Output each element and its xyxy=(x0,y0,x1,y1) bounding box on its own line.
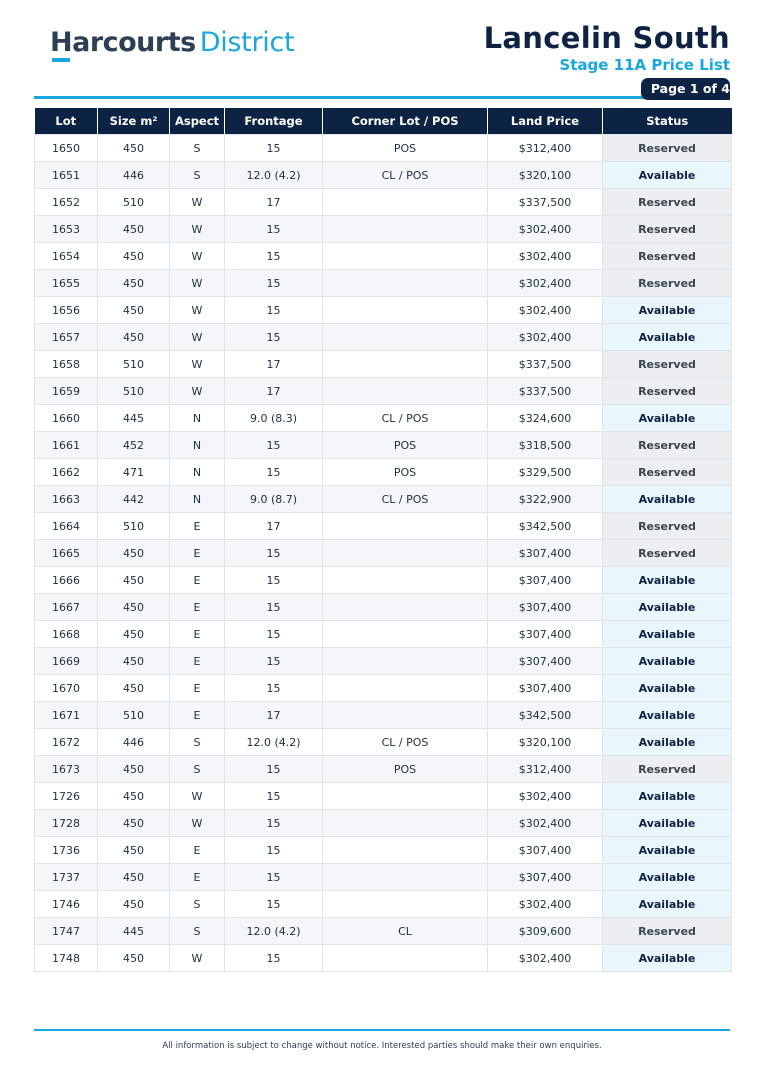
column-header-corner-lot-pos: Corner Lot / POS xyxy=(323,108,488,135)
land-price-cell: $302,400 xyxy=(488,216,603,243)
land-price-cell: $329,500 xyxy=(488,459,603,486)
land-price-cell: $307,400 xyxy=(488,621,603,648)
aspect-cell: E xyxy=(170,675,225,702)
corner-lot-pos-cell xyxy=(323,783,488,810)
land-price-cell: $312,400 xyxy=(488,135,603,162)
aspect-cell: W xyxy=(170,324,225,351)
status-cell: Reserved xyxy=(603,513,732,540)
land-price-cell: $318,500 xyxy=(488,432,603,459)
corner-lot-pos-cell: POS xyxy=(323,459,488,486)
size-cell: 450 xyxy=(98,648,170,675)
corner-lot-pos-cell xyxy=(323,648,488,675)
size-cell: 450 xyxy=(98,594,170,621)
aspect-cell: S xyxy=(170,162,225,189)
lot-cell: 1659 xyxy=(35,378,98,405)
frontage-cell: 15 xyxy=(225,594,323,621)
table-row xyxy=(35,945,732,972)
table-row xyxy=(35,216,732,243)
column-header-land-price: Land Price xyxy=(488,108,603,135)
page-title: Lancelin South xyxy=(483,21,730,55)
lot-cell: 1671 xyxy=(35,702,98,729)
aspect-cell: N xyxy=(170,486,225,513)
logo-underline-accent xyxy=(52,58,70,62)
size-cell: 510 xyxy=(98,378,170,405)
size-cell: 471 xyxy=(98,459,170,486)
frontage-cell: 15 xyxy=(225,891,323,918)
lot-cell: 1666 xyxy=(35,567,98,594)
corner-lot-pos-cell xyxy=(323,297,488,324)
table-row xyxy=(35,675,732,702)
aspect-cell: E xyxy=(170,702,225,729)
lot-cell: 1658 xyxy=(35,351,98,378)
footer-divider xyxy=(34,1029,730,1031)
corner-lot-pos-cell xyxy=(323,243,488,270)
land-price-cell: $342,500 xyxy=(488,513,603,540)
corner-lot-pos-cell xyxy=(323,324,488,351)
corner-lot-pos-cell: CL / POS xyxy=(323,729,488,756)
corner-lot-pos-cell xyxy=(323,945,488,972)
land-price-cell: $307,400 xyxy=(488,540,603,567)
land-price-cell: $337,500 xyxy=(488,378,603,405)
column-header-status: Status xyxy=(603,108,732,135)
table-row xyxy=(35,621,732,648)
status-cell: Available xyxy=(603,162,732,189)
status-cell: Reserved xyxy=(603,459,732,486)
column-header-size: Size m² xyxy=(98,108,170,135)
lot-cell: 1670 xyxy=(35,675,98,702)
table-row xyxy=(35,837,732,864)
aspect-cell: N xyxy=(170,432,225,459)
table-header-row xyxy=(35,108,732,135)
land-price-cell: $322,900 xyxy=(488,486,603,513)
status-cell: Available xyxy=(603,405,732,432)
size-cell: 510 xyxy=(98,189,170,216)
lot-cell: 1661 xyxy=(35,432,98,459)
table-row xyxy=(35,459,732,486)
table-row xyxy=(35,891,732,918)
table-row xyxy=(35,135,732,162)
table-row xyxy=(35,648,732,675)
corner-lot-pos-cell: CL xyxy=(323,918,488,945)
land-price-cell: $324,600 xyxy=(488,405,603,432)
lot-cell: 1655 xyxy=(35,270,98,297)
land-price-cell: $302,400 xyxy=(488,297,603,324)
land-price-cell: $302,400 xyxy=(488,270,603,297)
corner-lot-pos-cell xyxy=(323,864,488,891)
land-price-cell: $302,400 xyxy=(488,891,603,918)
lot-cell: 1654 xyxy=(35,243,98,270)
aspect-cell: E xyxy=(170,567,225,594)
corner-lot-pos-cell xyxy=(323,891,488,918)
aspect-cell: N xyxy=(170,459,225,486)
corner-lot-pos-cell xyxy=(323,675,488,702)
size-cell: 450 xyxy=(98,216,170,243)
lot-cell: 1736 xyxy=(35,837,98,864)
aspect-cell: W xyxy=(170,189,225,216)
land-price-cell: $320,100 xyxy=(488,162,603,189)
table-row xyxy=(35,486,732,513)
aspect-cell: E xyxy=(170,513,225,540)
frontage-cell: 15 xyxy=(225,621,323,648)
land-price-cell: $302,400 xyxy=(488,945,603,972)
table-row xyxy=(35,351,732,378)
status-cell: Available xyxy=(603,837,732,864)
lot-cell: 1656 xyxy=(35,297,98,324)
lot-cell: 1650 xyxy=(35,135,98,162)
table-row xyxy=(35,297,732,324)
table-row xyxy=(35,756,732,783)
size-cell: 450 xyxy=(98,945,170,972)
size-cell: 450 xyxy=(98,756,170,783)
status-cell: Available xyxy=(603,648,732,675)
size-cell: 450 xyxy=(98,621,170,648)
lot-cell: 1662 xyxy=(35,459,98,486)
size-cell: 450 xyxy=(98,783,170,810)
footer-disclaimer: All information is subject to change without notice. Interested parties should make their own enquiries. xyxy=(162,1041,602,1051)
lot-cell: 1746 xyxy=(35,891,98,918)
land-price-cell: $307,400 xyxy=(488,837,603,864)
table-row xyxy=(35,810,732,837)
table-row xyxy=(35,783,732,810)
frontage-cell: 15 xyxy=(225,756,323,783)
land-price-cell: $337,500 xyxy=(488,189,603,216)
corner-lot-pos-cell: CL / POS xyxy=(323,486,488,513)
land-price-cell: $337,500 xyxy=(488,351,603,378)
size-cell: 450 xyxy=(98,891,170,918)
frontage-cell: 15 xyxy=(225,783,323,810)
status-cell: Available xyxy=(603,864,732,891)
status-cell: Available xyxy=(603,621,732,648)
lot-cell: 1726 xyxy=(35,783,98,810)
logo-brand-text: Harcourts xyxy=(50,27,196,58)
lot-cell: 1747 xyxy=(35,918,98,945)
status-cell: Reserved xyxy=(603,351,732,378)
corner-lot-pos-cell xyxy=(323,513,488,540)
corner-lot-pos-cell xyxy=(323,270,488,297)
aspect-cell: E xyxy=(170,837,225,864)
aspect-cell: W xyxy=(170,351,225,378)
frontage-cell: 12.0 (4.2) xyxy=(225,918,323,945)
frontage-cell: 9.0 (8.3) xyxy=(225,405,323,432)
table-row xyxy=(35,162,732,189)
corner-lot-pos-cell xyxy=(323,594,488,621)
corner-lot-pos-cell xyxy=(323,837,488,864)
land-price-cell: $302,400 xyxy=(488,783,603,810)
lot-cell: 1673 xyxy=(35,756,98,783)
frontage-cell: 15 xyxy=(225,675,323,702)
table-row xyxy=(35,405,732,432)
land-price-cell: $302,400 xyxy=(488,324,603,351)
corner-lot-pos-cell xyxy=(323,189,488,216)
land-price-cell: $309,600 xyxy=(488,918,603,945)
corner-lot-pos-cell: POS xyxy=(323,756,488,783)
frontage-cell: 15 xyxy=(225,297,323,324)
frontage-cell: 15 xyxy=(225,459,323,486)
land-price-cell: $307,400 xyxy=(488,594,603,621)
aspect-cell: E xyxy=(170,864,225,891)
land-price-cell: $307,400 xyxy=(488,567,603,594)
aspect-cell: S xyxy=(170,756,225,783)
frontage-cell: 15 xyxy=(225,270,323,297)
lot-cell: 1737 xyxy=(35,864,98,891)
table-row xyxy=(35,567,732,594)
size-cell: 450 xyxy=(98,810,170,837)
status-cell: Reserved xyxy=(603,756,732,783)
aspect-cell: W xyxy=(170,297,225,324)
land-price-cell: $342,500 xyxy=(488,702,603,729)
size-cell: 446 xyxy=(98,729,170,756)
status-cell: Reserved xyxy=(603,189,732,216)
frontage-cell: 15 xyxy=(225,567,323,594)
lot-cell: 1651 xyxy=(35,162,98,189)
status-cell: Reserved xyxy=(603,918,732,945)
column-header-aspect: Aspect xyxy=(170,108,225,135)
status-cell: Available xyxy=(603,729,732,756)
status-cell: Reserved xyxy=(603,432,732,459)
aspect-cell: W xyxy=(170,378,225,405)
size-cell: 446 xyxy=(98,162,170,189)
table-row xyxy=(35,189,732,216)
size-cell: 450 xyxy=(98,243,170,270)
logo-district-text: District xyxy=(199,27,295,58)
frontage-cell: 15 xyxy=(225,135,323,162)
aspect-cell: S xyxy=(170,891,225,918)
size-cell: 452 xyxy=(98,432,170,459)
status-cell: Available xyxy=(603,702,732,729)
aspect-cell: W xyxy=(170,243,225,270)
size-cell: 445 xyxy=(98,405,170,432)
corner-lot-pos-cell xyxy=(323,540,488,567)
frontage-cell: 15 xyxy=(225,432,323,459)
frontage-cell: 15 xyxy=(225,540,323,567)
table-row xyxy=(35,432,732,459)
frontage-cell: 15 xyxy=(225,810,323,837)
lot-cell: 1663 xyxy=(35,486,98,513)
aspect-cell: E xyxy=(170,621,225,648)
column-header-lot: Lot xyxy=(35,108,98,135)
frontage-cell: 12.0 (4.2) xyxy=(225,162,323,189)
aspect-cell: E xyxy=(170,540,225,567)
status-cell: Reserved xyxy=(603,540,732,567)
page-subtitle: Stage 11A Price List xyxy=(559,56,730,74)
lot-cell: 1653 xyxy=(35,216,98,243)
table-row xyxy=(35,729,732,756)
size-cell: 450 xyxy=(98,567,170,594)
table-body xyxy=(35,135,732,972)
size-cell: 450 xyxy=(98,864,170,891)
lot-cell: 1652 xyxy=(35,189,98,216)
table-row xyxy=(35,270,732,297)
page-number-badge: Page 1 of 4 xyxy=(641,78,730,100)
status-cell: Available xyxy=(603,324,732,351)
status-cell: Reserved xyxy=(603,270,732,297)
land-price-cell: $320,100 xyxy=(488,729,603,756)
frontage-cell: 15 xyxy=(225,837,323,864)
size-cell: 445 xyxy=(98,918,170,945)
aspect-cell: E xyxy=(170,594,225,621)
lot-cell: 1728 xyxy=(35,810,98,837)
status-cell: Available xyxy=(603,945,732,972)
size-cell: 510 xyxy=(98,351,170,378)
land-price-cell: $302,400 xyxy=(488,810,603,837)
frontage-cell: 15 xyxy=(225,864,323,891)
status-cell: Reserved xyxy=(603,378,732,405)
frontage-cell: 12.0 (4.2) xyxy=(225,729,323,756)
aspect-cell: W xyxy=(170,945,225,972)
table-row xyxy=(35,864,732,891)
harcourts-logo xyxy=(50,27,294,67)
land-price-cell: $307,400 xyxy=(488,864,603,891)
aspect-cell: W xyxy=(170,810,225,837)
land-price-cell: $307,400 xyxy=(488,648,603,675)
frontage-cell: 17 xyxy=(225,351,323,378)
size-cell: 450 xyxy=(98,135,170,162)
header-divider xyxy=(34,96,730,99)
status-cell: Available xyxy=(603,891,732,918)
frontage-cell: 15 xyxy=(225,648,323,675)
size-cell: 450 xyxy=(98,837,170,864)
lot-cell: 1668 xyxy=(35,621,98,648)
corner-lot-pos-cell xyxy=(323,378,488,405)
size-cell: 450 xyxy=(98,675,170,702)
land-price-cell: $302,400 xyxy=(488,243,603,270)
frontage-cell: 15 xyxy=(225,945,323,972)
lot-cell: 1667 xyxy=(35,594,98,621)
status-cell: Reserved xyxy=(603,216,732,243)
land-price-cell: $307,400 xyxy=(488,675,603,702)
frontage-cell: 17 xyxy=(225,702,323,729)
status-cell: Available xyxy=(603,810,732,837)
table-row xyxy=(35,243,732,270)
size-cell: 450 xyxy=(98,297,170,324)
aspect-cell: N xyxy=(170,405,225,432)
frontage-cell: 17 xyxy=(225,513,323,540)
aspect-cell: W xyxy=(170,216,225,243)
corner-lot-pos-cell xyxy=(323,216,488,243)
size-cell: 450 xyxy=(98,270,170,297)
aspect-cell: S xyxy=(170,135,225,162)
status-cell: Available xyxy=(603,675,732,702)
corner-lot-pos-cell xyxy=(323,702,488,729)
corner-lot-pos-cell xyxy=(323,567,488,594)
size-cell: 450 xyxy=(98,324,170,351)
status-cell: Reserved xyxy=(603,135,732,162)
table-row xyxy=(35,324,732,351)
lot-cell: 1672 xyxy=(35,729,98,756)
lot-cell: 1665 xyxy=(35,540,98,567)
size-cell: 510 xyxy=(98,513,170,540)
corner-lot-pos-cell xyxy=(323,810,488,837)
aspect-cell: E xyxy=(170,648,225,675)
corner-lot-pos-cell: POS xyxy=(323,432,488,459)
status-cell: Reserved xyxy=(603,243,732,270)
status-cell: Available xyxy=(603,783,732,810)
status-cell: Available xyxy=(603,486,732,513)
frontage-cell: 9.0 (8.7) xyxy=(225,486,323,513)
size-cell: 442 xyxy=(98,486,170,513)
lot-cell: 1657 xyxy=(35,324,98,351)
corner-lot-pos-cell xyxy=(323,351,488,378)
price-list-table xyxy=(34,108,732,972)
table-row xyxy=(35,594,732,621)
size-cell: 450 xyxy=(98,540,170,567)
table-row xyxy=(35,918,732,945)
land-price-cell: $312,400 xyxy=(488,756,603,783)
aspect-cell: W xyxy=(170,270,225,297)
corner-lot-pos-cell: CL / POS xyxy=(323,162,488,189)
frontage-cell: 15 xyxy=(225,243,323,270)
frontage-cell: 15 xyxy=(225,216,323,243)
lot-cell: 1660 xyxy=(35,405,98,432)
aspect-cell: S xyxy=(170,729,225,756)
corner-lot-pos-cell: POS xyxy=(323,135,488,162)
aspect-cell: S xyxy=(170,918,225,945)
table-row xyxy=(35,702,732,729)
frontage-cell: 17 xyxy=(225,378,323,405)
size-cell: 510 xyxy=(98,702,170,729)
frontage-cell: 17 xyxy=(225,189,323,216)
corner-lot-pos-cell: CL / POS xyxy=(323,405,488,432)
lot-cell: 1748 xyxy=(35,945,98,972)
table-row xyxy=(35,513,732,540)
lot-cell: 1669 xyxy=(35,648,98,675)
table-row xyxy=(35,378,732,405)
column-header-frontage: Frontage xyxy=(225,108,323,135)
aspect-cell: W xyxy=(170,783,225,810)
table-row xyxy=(35,540,732,567)
status-cell: Available xyxy=(603,297,732,324)
status-cell: Available xyxy=(603,594,732,621)
status-cell: Available xyxy=(603,567,732,594)
frontage-cell: 15 xyxy=(225,324,323,351)
corner-lot-pos-cell xyxy=(323,621,488,648)
lot-cell: 1664 xyxy=(35,513,98,540)
